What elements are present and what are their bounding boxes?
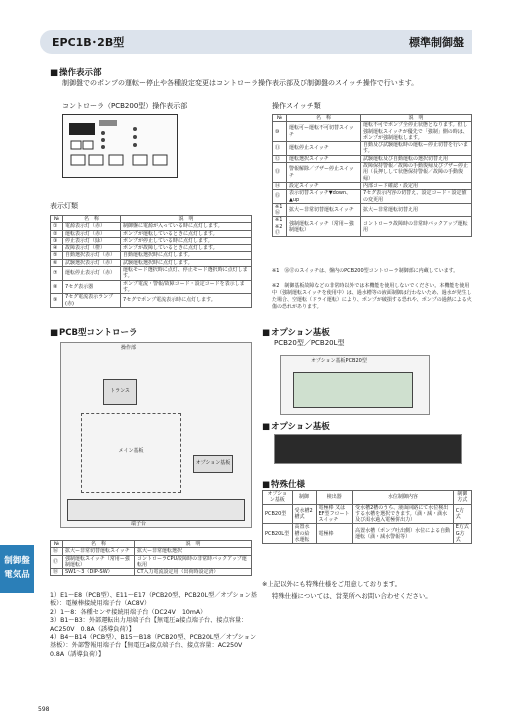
table-row bbox=[51, 555, 252, 569]
pcb-header-no: № bbox=[51, 541, 63, 548]
cell: コントローラCPU故障時の非常時バックアップ運転用 bbox=[135, 555, 252, 569]
cell: コントローラ故障時の非常時バックアップ運転用 bbox=[361, 217, 472, 237]
cell: 制御盤に電源が入っている時に点灯します。 bbox=[121, 223, 252, 230]
controller-panel-svg bbox=[63, 115, 177, 177]
pcb-title: ■ PCB型コントローラ bbox=[50, 326, 137, 338]
pcb-header-desc: 説 明 bbox=[135, 541, 252, 548]
option-title: ■ オプション基板 bbox=[262, 326, 330, 338]
switch-header-desc: 説 明 bbox=[361, 115, 472, 122]
cell: PCB20型 bbox=[263, 504, 293, 524]
table-row bbox=[273, 203, 472, 217]
pcb-label-terminal: 端子台 bbox=[131, 521, 147, 527]
cell: 運転モード選択時に点灯、停止モード選択時に点灯します。 bbox=[121, 267, 252, 281]
table-row bbox=[51, 230, 252, 237]
cell: 自動運転選択時に点灯します。 bbox=[121, 252, 252, 259]
option-board-block bbox=[193, 455, 233, 473]
cell: 試験運転選択時に点灯します。 bbox=[121, 259, 252, 266]
pcb-note-2: 2）1〜8：各種センサ接続用端子台（DC24V 10mA） bbox=[50, 608, 207, 616]
page-number: 598 bbox=[38, 706, 50, 713]
cell: C方式 bbox=[453, 504, 471, 524]
table-row bbox=[51, 280, 252, 294]
option-photo-label: オプション基板PCB20型 bbox=[311, 358, 367, 364]
lamp-caption: 表示灯類 bbox=[50, 202, 78, 210]
cell: 7セグ表示内容の切替え、設定コード・設定値の変更用 bbox=[361, 190, 472, 204]
cell: ① bbox=[51, 223, 63, 230]
table-row bbox=[51, 548, 252, 555]
switch-caption: 操作スイッチ類 bbox=[272, 102, 321, 110]
cell: ⑮ bbox=[273, 190, 287, 204]
cell: 7セグでポンプ電流表示時に点灯します。 bbox=[121, 294, 252, 308]
cell: 運転表示灯（赤） bbox=[63, 230, 121, 237]
table-row bbox=[273, 190, 472, 204]
pcb-board-drawing bbox=[60, 342, 252, 528]
pcb-note-1: 1）E1〜E8（PCB型）、E11〜E17（PCB20型、PCB20L型／オプション基板）：電極棒接続用端子台（AC8V） bbox=[50, 592, 257, 608]
cell: 運転不可でポンプ全停止状態となります。但し強制運転スイッチが優先で「強制」側の時は、ポンプが強制運転します。 bbox=[361, 122, 472, 142]
cell: 設定スイッチ bbox=[287, 182, 361, 189]
cell: E方式 G方式 bbox=[453, 524, 471, 544]
cell: 拡大ー非常運転選択 bbox=[135, 548, 252, 555]
cell: ② bbox=[51, 230, 63, 237]
transformer-block bbox=[103, 379, 137, 405]
cell: 高置水槽（ポンプ吐出側）水位による自動運転（満・減水警報等） bbox=[353, 524, 454, 544]
switch-header-name: 名 称 bbox=[287, 115, 361, 122]
cell: ポンプ電流・警報/故障コード・設定コードを表示します。 bbox=[121, 280, 252, 294]
option-board-pcb bbox=[293, 372, 413, 408]
cell: CT入力電流設定用（出荷時設定済） bbox=[135, 569, 252, 576]
cell: 高置水槽の給水運転 bbox=[292, 524, 316, 544]
switch-table bbox=[272, 114, 472, 237]
cell: PCB20L型 bbox=[263, 524, 293, 544]
option-subtitle: PCB20型／PCB20L型 bbox=[274, 339, 345, 347]
cell: 試験運転及び自動運転の選択切替え用 bbox=[361, 155, 472, 162]
special-header-0: オプション基板 bbox=[263, 491, 293, 505]
cell: 強制運転スイッチ（常用ー強制運転） bbox=[63, 555, 135, 569]
cell: ⑥ bbox=[51, 259, 63, 266]
special-header-3: 水位制御内容 bbox=[353, 491, 454, 505]
terminal-block-strip bbox=[67, 499, 245, 521]
cell: 電極棒 bbox=[316, 524, 353, 544]
special-note-2: 特殊仕様については、営業所へお問い合わせください。 bbox=[272, 592, 432, 600]
category-title: 標準制御盤 bbox=[409, 36, 464, 49]
table-row bbox=[51, 237, 252, 244]
cell: SW1〜3（DIP-SW） bbox=[63, 569, 135, 576]
terminal-board-photo bbox=[274, 434, 462, 464]
cell: ポンプが運転しているときに点灯します。 bbox=[121, 230, 252, 237]
cell: ※1 ※2 ⑰ bbox=[273, 217, 287, 237]
cell: ③ bbox=[51, 237, 63, 244]
table-row bbox=[273, 122, 472, 142]
cell: 運転停止スイッチ bbox=[287, 142, 361, 156]
pcb-note-4: 4）B4〜B14（PCB型）、B15〜B18（PCB20型、PCB20L型／オプション基板）：外部警報用端子台【無電圧a接点端子台、接点容量：AC250V 0.8A（誘導負荷）】 bbox=[50, 634, 257, 658]
cell: ⑧ bbox=[51, 280, 63, 294]
table-row bbox=[51, 223, 252, 230]
table-row bbox=[273, 155, 472, 162]
cell: ※1 ⑯ bbox=[273, 203, 287, 217]
op-panel-title: ■ 操作表示部 bbox=[50, 66, 102, 78]
cell: 拡大ー非常切替運転スイッチ bbox=[287, 203, 361, 217]
cell: 運転選択スイッチ bbox=[287, 155, 361, 162]
table-row bbox=[263, 524, 472, 544]
model-title: EPC1B･2B型 bbox=[52, 36, 125, 49]
cell: 内部コード確認・設定用 bbox=[361, 182, 472, 189]
pcb-label-transformer: トランス bbox=[110, 388, 130, 394]
option-title-2: ■ オプション基板 bbox=[262, 420, 330, 432]
cell: ⑱ bbox=[51, 569, 63, 576]
cell: 故障表示灯（橙） bbox=[63, 245, 121, 252]
cell: ⑩ bbox=[273, 122, 287, 142]
cell: ⑬ bbox=[273, 163, 287, 183]
cell: 自動及び試験運転時の運転ー停止切替を行います。 bbox=[361, 142, 472, 156]
table-row bbox=[263, 504, 472, 524]
cell: ⑰ bbox=[51, 555, 63, 569]
lamp-table bbox=[50, 215, 252, 308]
pcb-label-operation: 操作部 bbox=[121, 345, 137, 351]
special-header-2: 検出器 bbox=[316, 491, 353, 505]
table-row bbox=[273, 163, 472, 183]
cell: ⑫ bbox=[273, 155, 287, 162]
cell: 7セグ表示器 bbox=[63, 280, 121, 294]
special-title: ■ 特殊仕様 bbox=[262, 478, 305, 490]
cell: ⑭ bbox=[273, 182, 287, 189]
op-panel-desc: 制御盤でのポンプの運転ー停止や各種設定変更はコントローラ操作表示部及び制御盤のスイッチ操作で行います。 bbox=[62, 79, 419, 87]
table-row bbox=[273, 217, 472, 237]
pcb-header-name: 名 称 bbox=[63, 541, 135, 548]
cell: 運転可ー運転不可切替スイッチ bbox=[287, 122, 361, 142]
cell: 強制運転スイッチ（常用ー強制運転） bbox=[287, 217, 361, 237]
page-header bbox=[40, 30, 472, 54]
cell: 運転停止表示灯（赤） bbox=[63, 267, 121, 281]
cell: ⑯ bbox=[51, 548, 63, 555]
cell: 停止表示灯（緑） bbox=[63, 237, 121, 244]
cell: 自動選択表示灯（赤） bbox=[63, 252, 121, 259]
switch-note-2: ※2 制御基板故障などの非常時以外では本機能を使用しないでください。本機能を使用中（強制運転スイッチを使用中）は、過水槽等の液面制御は行わないため、過水が発生した場合、空運転（ドライ運転）により、ポンプが破損する恐れや、ポンプの過熱による火傷の恐れがあります。 bbox=[272, 283, 472, 310]
controller-panel-drawing bbox=[62, 114, 178, 178]
cell: 警報解除／ブザー停止スイッチ bbox=[287, 163, 361, 183]
controller-caption: コントローラ（PCB200型）操作表示部 bbox=[62, 102, 188, 110]
cell: ⑪ bbox=[273, 142, 287, 156]
special-table bbox=[262, 490, 472, 544]
cell: ④ bbox=[51, 245, 63, 252]
cell: ポンプが故障しているときに点灯します。 bbox=[121, 245, 252, 252]
cell: 受水槽2槽のうち、液面回路にて水位検出する水槽を選択できます。（満・減・満水及び渇水過入電極併出力） bbox=[353, 504, 454, 524]
table-row bbox=[51, 259, 252, 266]
table-row bbox=[51, 569, 252, 576]
cell: 試験選択表示灯（赤） bbox=[63, 259, 121, 266]
lamp-header-no: № bbox=[51, 216, 63, 223]
table-row bbox=[51, 252, 252, 259]
cell: 受水槽2槽式 bbox=[292, 504, 316, 524]
cell: ⑤ bbox=[51, 252, 63, 259]
table-row bbox=[51, 267, 252, 281]
main-board-area bbox=[81, 413, 181, 493]
pcb-label-option: オプション基板 bbox=[195, 460, 231, 466]
special-header-4: 制御方式 bbox=[453, 491, 471, 505]
switch-header-no: № bbox=[273, 115, 287, 122]
cell: 電源表示灯（赤） bbox=[63, 223, 121, 230]
cell: ポンプが停止している時に点灯します。 bbox=[121, 237, 252, 244]
cell: ⑦ bbox=[51, 267, 63, 281]
cell: 拡大ー非常切替運転スイッチ bbox=[63, 548, 135, 555]
pcb-notes bbox=[50, 592, 260, 659]
sidebar-category-tab: 制御盤 電気品 bbox=[0, 545, 34, 593]
cell: 7セグ電流表示ランプ(赤) bbox=[63, 294, 121, 308]
lamp-header-name: 名 称 bbox=[63, 216, 121, 223]
pcb-note-3: 3）B1〜B3：外部運転出力用端子台【無電圧a接点端子台、接点容量：AC250V 0.8A（誘導負荷）】 bbox=[50, 617, 248, 633]
pcb-label-main: メイン基板 bbox=[118, 448, 144, 454]
cell: ⑨ bbox=[51, 294, 63, 308]
table-row bbox=[51, 294, 252, 308]
cell: 故障保持警報／故障の手動復帰及びブザー停止用（長押しして状態保持警報／故障の手動復帰） bbox=[361, 163, 472, 183]
lamp-header-desc: 説 明 bbox=[121, 216, 252, 223]
cell: 拡大ー非常運転切替え用 bbox=[361, 203, 472, 217]
cell: 電極棒 又は EF型フロートスイッチ bbox=[316, 504, 353, 524]
pcb-table bbox=[50, 540, 252, 576]
special-header-1: 制御 bbox=[292, 491, 316, 505]
table-row bbox=[273, 182, 472, 189]
table-row bbox=[273, 142, 472, 156]
special-note-1: ※上記以外にも特殊仕様をご用意しております。 bbox=[262, 580, 402, 588]
option-board-photo bbox=[280, 355, 430, 415]
switch-note-1: ※1 ⑯⑰のスイッチは、盤内のPCB200型コントローラ制御部に内蔵しています。 bbox=[272, 268, 459, 274]
cell: 表示切替スイッチ▼down、▲up bbox=[287, 190, 361, 204]
table-row bbox=[51, 245, 252, 252]
